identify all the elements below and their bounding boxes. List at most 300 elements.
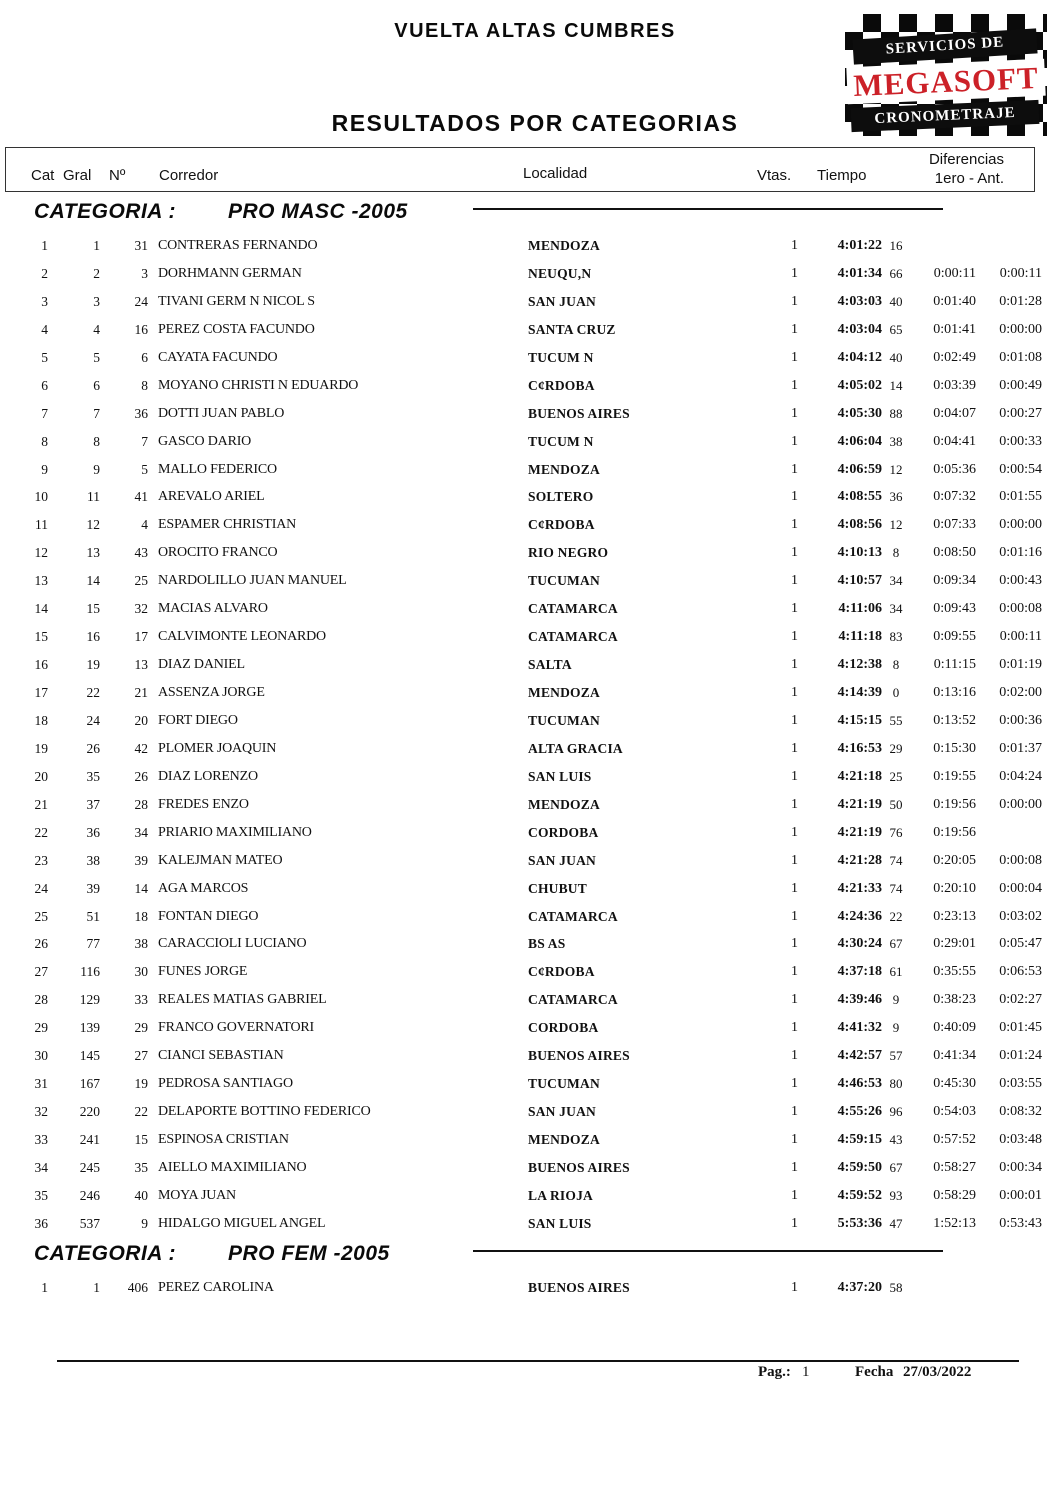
overall-rank: 11 [87, 489, 100, 505]
gap-to-first: 0:38:23 [933, 992, 976, 1008]
bib-number: 25 [134, 573, 148, 589]
bib-number: 38 [134, 936, 148, 952]
result-row [0, 344, 1058, 372]
gap-to-first: 0:13:16 [933, 685, 976, 700]
result-row [0, 232, 1058, 260]
laps: 1 [791, 573, 798, 589]
gap-to-first [910, 232, 976, 260]
laps: 1 [791, 238, 798, 253]
category-label: CATEGORIA : [34, 200, 176, 223]
time-fraction: 34 [889, 573, 903, 589]
time-fraction: 96 [889, 1104, 903, 1120]
rider-name: FREDES ENZO [158, 796, 249, 812]
rider-name: DIAZ LORENZO [158, 768, 258, 784]
overall-rank: 14 [86, 573, 100, 589]
gap-to-previous: 0:01:24 [999, 1048, 1042, 1064]
gap-to-previous: 0:04:24 [999, 768, 1042, 784]
gap-to-first: 0:04:41 [933, 433, 976, 449]
cat-rank: 21 [34, 796, 48, 812]
diferencias-line2: 1ero - Ant. [934, 170, 1004, 187]
rider-name: FONTAN DIEGO [158, 908, 259, 924]
locality: RIO NEGRO [528, 545, 609, 561]
rider-name: CALVIMONTE LEONARDO [158, 629, 326, 645]
cat-rank: 14 [34, 601, 48, 617]
category-rows [0, 1274, 1058, 1302]
page-footer [0, 1364, 1058, 1388]
overall-rank: 8 [93, 433, 100, 449]
cat-rank: 16 [34, 657, 48, 673]
page-label: Pag.: [758, 1364, 791, 1380]
gap-to-previous: 0:00:08 [999, 601, 1042, 617]
time-fraction: 40 [889, 293, 903, 309]
overall-rank: 7 [93, 405, 100, 421]
time-fraction: 9 [892, 992, 900, 1008]
gap-to-first: 0:09:55 [933, 629, 976, 645]
cat-rank: 25 [34, 908, 48, 924]
laps: 1 [791, 489, 798, 505]
laps: 1 [791, 1159, 798, 1175]
locality: BUENOS AIRES [528, 405, 630, 421]
laps: 1 [791, 265, 798, 281]
rider-name: ESPAMER CHRISTIAN [158, 517, 297, 533]
laps: 1 [791, 1215, 798, 1231]
gap-to-previous: 0:01:37 [999, 740, 1042, 756]
overall-rank: 245 [79, 1159, 100, 1175]
category-divider [473, 208, 943, 210]
result-row [0, 1274, 1058, 1302]
laps: 1 [791, 908, 798, 924]
bib-number: 4 [141, 517, 148, 533]
column-header-tiempo: Tiempo [817, 167, 867, 184]
locality: SAN LUIS [528, 768, 592, 784]
column-header-corredor: Corredor [159, 167, 219, 184]
laps: 1 [791, 964, 798, 980]
cat-rank: 24 [34, 880, 48, 896]
time-fraction: 57 [889, 1048, 903, 1064]
result-row [0, 372, 1058, 400]
time: 4:37:18 [837, 964, 882, 980]
time-fraction: 25 [889, 768, 903, 784]
gap-to-previous: 0:00:34 [999, 1159, 1042, 1175]
laps: 1 [791, 405, 798, 421]
overall-rank: 51 [86, 908, 100, 924]
time-fraction: 12 [889, 461, 903, 477]
result-row [0, 651, 1058, 679]
gap-to-previous: 0:00:33 [999, 433, 1042, 449]
gap-to-first: 0:45:30 [933, 1076, 976, 1092]
time-fraction: 88 [889, 405, 903, 421]
gap-to-first: 0:19:56 [933, 824, 976, 840]
page-number: 1 [802, 1364, 810, 1380]
gap-to-first: 0:11:15 [933, 657, 976, 673]
rider-name: PLOMER JOAQUIN [158, 740, 277, 756]
locality: MENDOZA [528, 796, 600, 812]
locality: CATAMARCA [528, 601, 618, 617]
locality: C¢RDOBA [528, 517, 595, 533]
locality: MENDOZA [528, 461, 600, 477]
time: 4:15:15 [837, 712, 882, 728]
gap-to-previous: 0:08:32 [999, 1104, 1042, 1120]
bib-number: 27 [134, 1048, 148, 1064]
laps: 1 [791, 880, 798, 896]
cat-rank: 7 [41, 405, 48, 421]
result-row [0, 930, 1058, 958]
time: 4:41:32 [837, 1020, 882, 1036]
bib-number: 13 [134, 657, 148, 673]
time-fraction: 16 [889, 238, 903, 253]
cat-rank: 6 [41, 377, 48, 393]
cat-rank: 17 [34, 685, 48, 700]
gap-to-previous: 0:01:28 [999, 293, 1042, 309]
time: 4:05:30 [837, 405, 882, 421]
gap-to-previous [976, 232, 1042, 260]
time-fraction: 74 [889, 880, 903, 896]
gap-to-previous: 0:00:43 [999, 573, 1042, 589]
gap-to-previous: 0:03:55 [999, 1076, 1042, 1092]
overall-rank: 116 [80, 964, 100, 980]
time-fraction: 80 [889, 1076, 903, 1092]
time-fraction: 58 [889, 1279, 903, 1295]
time-fraction: 93 [889, 1187, 903, 1203]
category-divider [473, 1250, 943, 1252]
category-label: CATEGORIA : [34, 1241, 176, 1265]
bib-number: 29 [134, 1020, 148, 1036]
overall-rank: 35 [86, 768, 100, 784]
cat-rank: 5 [41, 349, 48, 365]
locality: BUENOS AIRES [528, 1279, 630, 1295]
overall-rank: 16 [86, 629, 100, 645]
time: 4:21:28 [837, 852, 882, 868]
locality: CHUBUT [528, 880, 587, 896]
date-value: 27/03/2022 [903, 1364, 972, 1380]
gap-to-first: 0:04:07 [933, 405, 976, 421]
cat-rank: 36 [34, 1215, 48, 1231]
bib-number: 18 [134, 908, 148, 924]
locality: MENDOZA [528, 1132, 600, 1147]
time-fraction: 34 [889, 601, 903, 617]
rider-name: FORT DIEGO [158, 712, 238, 728]
gap-to-first: 0:20:05 [933, 852, 976, 868]
gap-to-first: 0:23:13 [933, 908, 976, 924]
result-row [0, 763, 1058, 791]
gap-to-previous [976, 1274, 1042, 1302]
gap-to-first: 0:41:34 [933, 1048, 976, 1064]
gap-to-first: 1:52:13 [933, 1215, 976, 1231]
laps: 1 [791, 657, 798, 673]
locality: C¢RDOBA [528, 377, 595, 393]
rider-name: MACIAS ALVARO [158, 601, 268, 617]
locality: CATAMARCA [528, 629, 618, 645]
column-header-localidad: Localidad [523, 165, 588, 182]
gap-to-first: 0:40:09 [933, 1020, 976, 1036]
locality: TUCUMAN [528, 573, 600, 589]
bib-number: 15 [134, 1132, 148, 1147]
overall-rank: 1 [93, 238, 100, 253]
cat-rank: 23 [34, 852, 48, 868]
cat-rank: 31 [34, 1076, 48, 1092]
rider-name: MALLO FEDERICO [158, 461, 277, 477]
cat-rank: 27 [34, 964, 48, 980]
laps: 1 [791, 293, 798, 309]
cat-rank: 32 [34, 1104, 48, 1120]
rider-name: PEREZ CAROLINA [158, 1279, 274, 1295]
gap-to-previous: 0:01:16 [999, 545, 1042, 561]
time-fraction: 66 [889, 265, 903, 281]
cat-rank: 1 [41, 1279, 48, 1295]
gap-to-first [910, 1274, 976, 1302]
overall-rank: 39 [86, 880, 100, 896]
gap-to-first: 0:09:43 [933, 601, 976, 617]
time: 4:06:59 [837, 461, 882, 477]
time: 4:46:53 [837, 1076, 882, 1092]
time: 4:04:12 [837, 349, 882, 365]
overall-rank: 1 [93, 1279, 100, 1295]
laps: 1 [791, 601, 798, 617]
gap-to-first: 0:01:40 [933, 293, 976, 309]
result-row [0, 623, 1058, 651]
result-row [0, 567, 1058, 595]
cat-rank: 8 [41, 433, 48, 449]
overall-rank: 9 [93, 461, 100, 477]
locality: BUENOS AIRES [528, 1048, 630, 1064]
column-header-cat: Cat [31, 167, 55, 184]
rider-name: KALEJMAN MATEO [158, 852, 283, 868]
cat-rank: 1 [41, 238, 48, 253]
time-fraction: 12 [889, 517, 903, 533]
laps: 1 [791, 1279, 798, 1295]
laps: 1 [791, 824, 798, 840]
gap-to-previous: 0:02:27 [999, 992, 1042, 1008]
overall-rank: 77 [86, 936, 100, 952]
overall-rank: 3 [93, 293, 100, 309]
time: 4:30:24 [837, 936, 882, 952]
result-row [0, 1014, 1058, 1042]
rider-name: HIDALGO MIGUEL ANGEL [158, 1215, 326, 1231]
laps: 1 [791, 377, 798, 393]
gap-to-previous: 0:00:00 [999, 517, 1042, 533]
laps: 1 [791, 1132, 798, 1147]
result-row [0, 316, 1058, 344]
time: 4:24:36 [837, 908, 882, 924]
laps: 1 [791, 1187, 798, 1203]
gap-to-first: 0:19:55 [933, 768, 976, 784]
gap-to-first: 0:54:03 [933, 1104, 976, 1120]
bib-number: 40 [134, 1187, 148, 1203]
locality: CATAMARCA [528, 908, 618, 924]
cat-rank: 29 [34, 1020, 48, 1036]
locality: SAN JUAN [528, 1104, 596, 1120]
gap-to-previous: 0:00:04 [999, 880, 1042, 896]
cat-rank: 22 [34, 824, 48, 840]
time-fraction: 74 [889, 852, 903, 868]
result-row [0, 847, 1058, 875]
rider-name: NARDOLILLO JUAN MANUEL [158, 573, 347, 589]
rider-name: CIANCI SEBASTIAN [158, 1048, 284, 1064]
bib-number: 34 [134, 824, 148, 840]
laps: 1 [791, 768, 798, 784]
table-header [5, 147, 1035, 192]
gap-to-previous: 0:02:00 [999, 685, 1042, 700]
time-fraction: 0 [892, 685, 900, 700]
bib-number: 33 [134, 992, 148, 1008]
overall-rank: 19 [86, 657, 100, 673]
overall-rank: 246 [79, 1187, 100, 1203]
overall-rank: 13 [86, 545, 100, 561]
locality: SAN JUAN [528, 293, 596, 309]
laps: 1 [791, 629, 798, 645]
locality: TUCUMAN [528, 1076, 600, 1092]
rider-name: FRANCO GOVERNATORI [158, 1020, 314, 1036]
time: 4:21:19 [837, 824, 882, 840]
bib-number: 35 [134, 1159, 148, 1175]
time: 4:21:33 [837, 880, 882, 896]
laps: 1 [791, 517, 798, 533]
bib-number: 406 [127, 1279, 148, 1295]
gap-to-previous: 0:00:11 [999, 629, 1042, 645]
bib-number: 5 [141, 461, 148, 477]
result-row [0, 791, 1058, 819]
laps: 1 [791, 936, 798, 952]
footer-divider [57, 1360, 1019, 1362]
time-fraction: 40 [889, 349, 903, 365]
overall-rank: 241 [79, 1132, 100, 1147]
result-row [0, 595, 1058, 623]
column-header-vtas: Vtas. [757, 167, 792, 184]
laps: 1 [791, 685, 798, 700]
gap-to-previous: 0:00:08 [999, 852, 1042, 868]
laps: 1 [791, 1020, 798, 1036]
laps: 1 [791, 349, 798, 365]
category-heading [0, 196, 1058, 232]
rider-name: REALES MATIAS GABRIEL [158, 992, 327, 1008]
gap-to-first: 0:13:52 [933, 712, 976, 728]
bib-number: 31 [134, 238, 148, 253]
diferencias-line1: Diferencias [928, 151, 1004, 168]
cat-rank: 12 [34, 545, 48, 561]
cat-rank: 18 [34, 712, 48, 728]
gap-to-first: 0:19:56 [933, 796, 976, 812]
bib-number: 43 [134, 545, 148, 561]
overall-rank: 537 [79, 1215, 100, 1231]
overall-rank: 6 [93, 377, 100, 393]
time: 5:53:36 [837, 1215, 882, 1231]
locality: NEUQU,N [528, 265, 592, 281]
rider-name: AIELLO MAXIMILIANO [158, 1159, 307, 1175]
overall-rank: 36 [86, 824, 100, 840]
gap-to-first: 0:08:50 [933, 545, 976, 561]
cat-rank: 20 [34, 768, 48, 784]
overall-rank: 139 [79, 1020, 100, 1036]
rider-name: ASSENZA JORGE [158, 685, 265, 700]
bib-number: 7 [141, 433, 148, 449]
gap-to-first: 0:09:34 [933, 573, 976, 589]
results-body [0, 196, 1058, 1302]
time: 4:37:20 [837, 1279, 882, 1295]
time: 4:06:04 [837, 433, 882, 449]
time: 4:21:18 [837, 768, 882, 784]
time-fraction: 38 [889, 433, 903, 449]
overall-rank: 12 [86, 517, 100, 533]
locality: SOLTERO [528, 489, 594, 505]
time-fraction: 36 [889, 489, 903, 505]
time: 4:10:13 [837, 545, 882, 561]
bib-number: 21 [134, 685, 148, 700]
gap-to-first: 0:20:10 [933, 880, 976, 896]
laps: 1 [791, 461, 798, 477]
bib-number: 28 [134, 796, 148, 812]
time-fraction: 67 [889, 1159, 903, 1175]
result-row [0, 1126, 1058, 1154]
overall-rank: 220 [79, 1104, 100, 1120]
category-section [0, 196, 1058, 1238]
result-row [0, 456, 1058, 484]
time: 4:03:04 [837, 321, 882, 337]
rider-name: FUNES JORGE [158, 964, 248, 980]
cat-rank: 13 [34, 573, 48, 589]
gap-to-previous: 0:00:11 [999, 265, 1042, 281]
gap-to-first: 0:07:32 [933, 489, 976, 505]
time-fraction: 55 [889, 712, 903, 728]
locality: C¢RDOBA [528, 964, 595, 980]
time: 4:21:19 [837, 796, 882, 812]
cat-rank: 11 [35, 517, 48, 533]
time: 4:59:15 [837, 1132, 882, 1147]
result-row [0, 1210, 1058, 1238]
time-fraction: 9 [892, 1020, 900, 1036]
result-row [0, 288, 1058, 316]
column-header-gral: Gral [63, 167, 92, 184]
gap-to-first: 0:03:39 [933, 377, 976, 393]
cat-rank: 33 [34, 1132, 48, 1147]
gap-to-previous: 0:00:54 [999, 461, 1042, 477]
rider-name: DELAPORTE BOTTINO FEDERICO [158, 1104, 371, 1120]
result-row [0, 1070, 1058, 1098]
time: 4:39:46 [837, 992, 882, 1008]
category-rows [0, 232, 1058, 1238]
rider-name: CONTRERAS FERNANDO [158, 238, 318, 253]
cat-rank: 4 [41, 321, 48, 337]
overall-rank: 4 [93, 321, 100, 337]
time-fraction: 14 [889, 377, 903, 393]
laps: 1 [791, 852, 798, 868]
time: 4:01:22 [837, 238, 882, 253]
category-heading [0, 1238, 1058, 1274]
overall-rank: 167 [79, 1076, 100, 1092]
gap-to-previous: 0:06:53 [999, 964, 1042, 980]
time-fraction: 76 [889, 824, 903, 840]
laps: 1 [791, 712, 798, 728]
locality: TUCUMAN [528, 712, 600, 728]
locality: CORDOBA [528, 1020, 599, 1036]
bib-number: 16 [134, 321, 148, 337]
locality: MENDOZA [528, 685, 600, 700]
rider-name: AGA MARCOS [158, 880, 249, 896]
time: 4:05:02 [837, 377, 882, 393]
rider-name: GASCO DARIO [158, 433, 252, 449]
gap-to-previous: 0:00:00 [999, 321, 1042, 337]
locality: TUCUM N [528, 433, 594, 449]
time: 4:01:34 [837, 265, 882, 281]
time: 4:59:52 [837, 1187, 882, 1203]
time-fraction: 83 [889, 629, 903, 645]
time-fraction: 67 [889, 936, 903, 952]
gap-to-first: 0:57:52 [933, 1132, 976, 1147]
cat-rank: 35 [34, 1187, 48, 1203]
bib-number: 3 [141, 265, 148, 281]
result-row [0, 707, 1058, 735]
rider-name: CARACCIOLI LUCIANO [158, 936, 307, 952]
time-fraction: 47 [889, 1215, 903, 1231]
